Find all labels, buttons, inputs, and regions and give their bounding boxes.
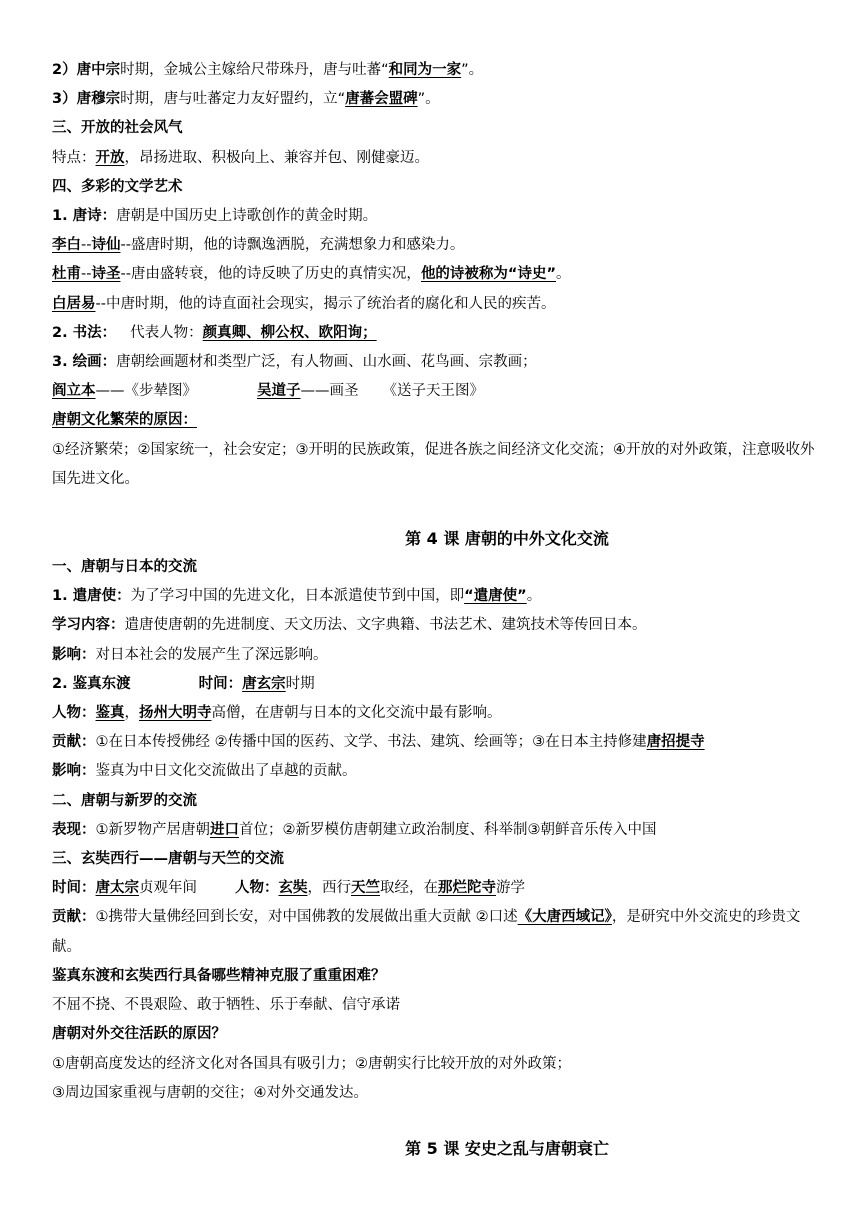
body-text: --盛唐时期，他的诗飘逸洒脱，充满想象力和感染力。	[120, 237, 465, 254]
body-text: 为了学习中国的先进文化，日本派遣使节到中国，即	[130, 588, 465, 605]
list-number: 3）	[52, 91, 77, 108]
paragraph	[52, 903, 822, 961]
label: 时间：	[198, 675, 243, 692]
body-text: 遣唐使唐朝的先进制度、天文历法、文字典籍、书法艺术、建筑技术等传回日本。	[124, 617, 647, 634]
document-page	[52, 56, 822, 1163]
body-text: 时期	[285, 675, 315, 692]
body-text: ——《步辇图》	[95, 383, 197, 400]
label: 学习内容：	[52, 617, 125, 634]
text-line	[52, 56, 822, 85]
key-term: 唐招提寺	[646, 734, 705, 751]
key-term: 颜真卿、柳公权、欧阳询；	[202, 324, 377, 341]
body-text: --	[81, 237, 92, 254]
text-line	[52, 260, 822, 289]
body-text: 取经，在	[380, 880, 438, 897]
body-text: ，是研究中外交流史的珍贵文献。	[52, 909, 801, 955]
question-heading: 唐朝对外交往活跃的原因？	[52, 1026, 226, 1043]
body-text: --	[81, 266, 92, 283]
text-line	[52, 319, 822, 348]
key-term: 那烂陀寺	[438, 880, 496, 897]
lesson-title: 第 4 课 唐朝的中外文化交流	[405, 529, 609, 549]
body-text: --唐由盛转衰，他的诗反映了历史的真情实况，	[120, 266, 421, 283]
text-line	[52, 377, 822, 406]
label: 1. 唐诗：	[52, 208, 117, 225]
body-text: 鉴真为中日文化交流做出了卓越的贡献。	[95, 763, 357, 780]
body-text: ”。	[417, 91, 440, 108]
lesson-title: 第 5 课 安史之乱与唐朝衰亡	[405, 1138, 609, 1158]
key-term: 李白	[52, 237, 81, 254]
body-text: 时期，唐与吐蕃定力友好盟约，立“	[120, 91, 346, 108]
text-line	[52, 144, 822, 173]
key-term: 阎立本	[52, 383, 96, 400]
label: 时间：	[52, 880, 96, 897]
text-line	[52, 231, 822, 260]
body-text: 高僧，在唐朝与日本的文化交流中最有影响。	[211, 705, 502, 722]
body-text: 时期，金城公主嫁给尺带珠丹，唐与吐蕃“	[120, 62, 389, 78]
paragraph: ①经济繁荣；②国家统一，社会安定；③开明的民族政策，促进各族之间经济文化交流；④开放的对外政策，注意吸收外国先进文化。	[52, 441, 815, 487]
answer-text: ①唐朝高度发达的经济文化对各国具有吸引力；②唐朝实行比较开放的对外政策；	[52, 1055, 571, 1072]
body-text: ”。	[461, 62, 484, 78]
label: 3. 绘画：	[52, 354, 117, 371]
body-text: 贞观年间	[139, 880, 197, 897]
label: 贡献：	[52, 909, 96, 926]
body-text: ①在日本传授佛经 ②传播中国的医药、文学、书法、建筑、绘画等；③在日本主持修建	[95, 734, 647, 751]
body-text: ，西行	[307, 880, 351, 897]
label: 表现：	[52, 821, 96, 838]
key-term: 唐玄宗	[242, 675, 286, 692]
label: 2. 鉴真东渡	[52, 675, 131, 692]
key-term: 和同为一家	[388, 62, 462, 78]
label: 人物：	[52, 705, 96, 722]
key-term: 诗圣	[91, 266, 121, 283]
body-text: 首位；②新罗模仿唐朝建立政治制度、科举制③朝鲜音乐传入中国	[239, 821, 657, 838]
label: 人物：	[235, 880, 279, 897]
key-term: 玄奘	[278, 880, 308, 897]
list-number: 2）	[52, 62, 77, 78]
question-heading: 鉴真东渡和玄奘西行具备哪些精神克服了重重困难？	[52, 967, 386, 984]
key-term: 唐太宗	[95, 880, 139, 897]
key-term: 天竺	[351, 880, 380, 897]
text-line	[52, 757, 822, 786]
label: 2. 书法：	[52, 324, 117, 341]
key-term: 他的诗被称为“诗史”	[420, 266, 556, 283]
section-heading: 三、玄奘西行——唐朝与天竺的交流	[52, 851, 284, 868]
text-line	[52, 816, 822, 845]
text-line	[52, 290, 822, 319]
key-term: 进口	[210, 821, 239, 838]
key-term: 开放	[95, 149, 125, 166]
key-term: 诗仙	[91, 237, 121, 254]
key-term: 鉴真	[95, 705, 125, 722]
text-line	[52, 348, 822, 377]
section-heading: 一、唐朝与日本的交流	[52, 559, 197, 576]
answer-text: 不屈不挠、不畏艰险、敢于牺牲、乐于奉献、信守承诺	[52, 997, 400, 1014]
body-text: 唐朝绘画题材和类型广泛，有人物画、山水画、花鸟画、宗教画；	[116, 354, 537, 371]
key-term: “遣唐使”	[464, 588, 527, 605]
body-text: 。	[526, 588, 542, 605]
body-text: 《送子天王图》	[382, 383, 484, 400]
key-term: 吴道子	[257, 383, 301, 400]
answer-text: ③周边国家重视与唐朝的交往；④对外交通发达。	[52, 1084, 368, 1101]
text-line	[52, 670, 822, 699]
text-line	[52, 85, 822, 114]
text-line	[52, 874, 822, 903]
section-heading: 四、多彩的文学艺术	[52, 178, 183, 195]
label: 影响：	[52, 646, 96, 663]
label: 特点：	[52, 149, 96, 166]
section-heading: 二、唐朝与新罗的交流	[52, 792, 197, 809]
key-term: 唐蕃会盟碑	[345, 91, 418, 108]
body-text: 唐朝是中国历史上诗歌创作的黄金时期。	[116, 208, 378, 225]
body-text: ——画圣	[300, 383, 359, 400]
body-text: ①携带大量佛经回到长安，对中国佛教的发展做出重大贡献 ②口述	[95, 909, 518, 926]
body-text: ，	[124, 705, 139, 722]
body-text: --中唐时期，他的诗直面社会现实，揭示了统治者的腐化和人民的疾苦。	[95, 295, 556, 312]
text-line	[52, 582, 822, 611]
key-term: 白居易	[52, 295, 96, 312]
body-text: ①新罗物产居唐朝	[95, 821, 210, 838]
label: 1. 遣唐使：	[52, 588, 131, 605]
key-term: 杜甫	[52, 266, 81, 283]
key-term: 唐中宗	[76, 62, 121, 78]
text-line	[52, 202, 822, 231]
label: 贡献：	[52, 734, 96, 751]
key-term: 唐穆宗	[76, 91, 121, 108]
text-line	[52, 611, 822, 640]
section-heading: 三、开放的社会风气	[52, 120, 183, 137]
key-term: 扬州大明寺	[139, 705, 212, 722]
label: 影响：	[52, 763, 96, 780]
body-text: ，昂扬进取、积极向上、兼容并包、刚健豪迈。	[124, 149, 429, 166]
text-line	[52, 641, 822, 670]
body-text: 对日本社会的发展产生了深远影响。	[95, 646, 328, 663]
text-line	[52, 728, 822, 757]
body-text: 代表人物：	[130, 324, 203, 341]
body-text: 。	[556, 266, 571, 283]
text-line	[52, 699, 822, 728]
question-heading: 唐朝文化繁荣的原因：	[52, 412, 197, 429]
key-term: 《大唐西域记》	[517, 909, 612, 926]
body-text: 游学	[496, 880, 525, 897]
